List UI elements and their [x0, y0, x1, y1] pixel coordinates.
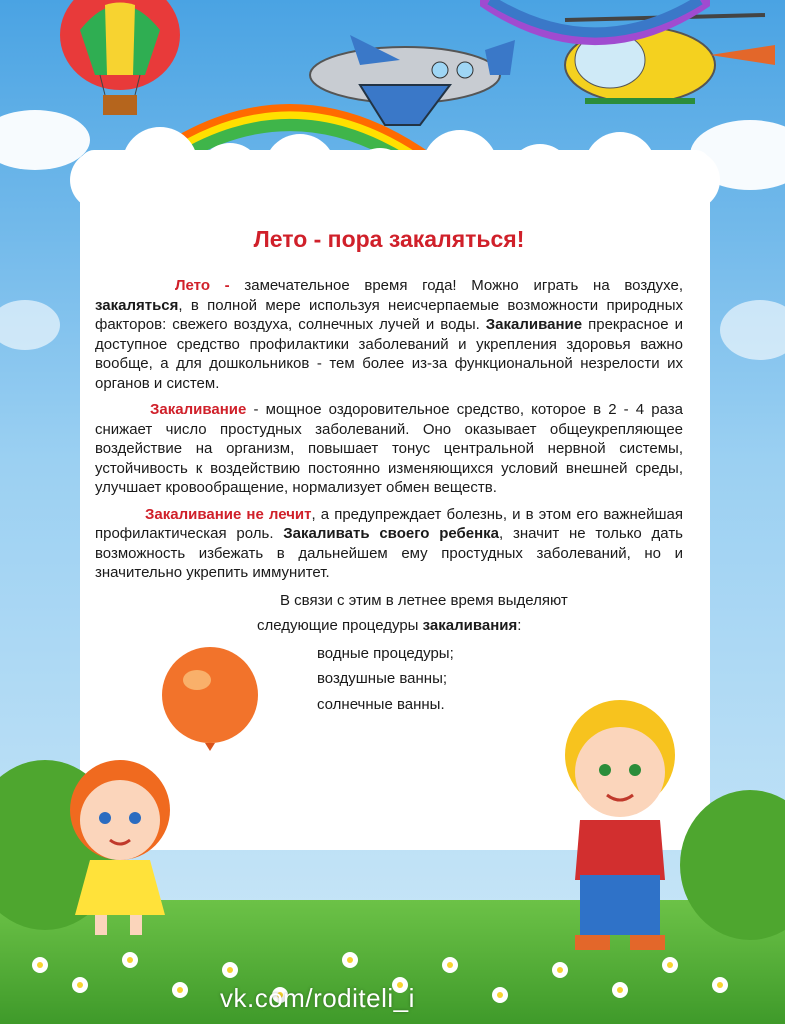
intro-line-2-bold: закаливания	[422, 617, 518, 634]
p3-text1: , а предупреждает болезнь, и в этом его важнейшая профилактическая роль.	[95, 505, 683, 542]
watermark-text: vk.com/roditeli_i	[220, 983, 415, 1013]
p2-lead: Закаливание	[150, 401, 247, 418]
p1-bold2: Закаливание	[485, 316, 583, 333]
p3-text2: , значит не только дать возможность избежать в дальнейшем ему простудных заболеваний, но и значительно укрепить иммунитет.	[95, 525, 683, 581]
page-title: Лето - пора закаляться!	[253, 226, 525, 252]
paragraph-1	[95, 276, 683, 393]
procedure-item: воздушные ванны;	[317, 670, 448, 687]
procedure-item: солнечные ванны.	[317, 695, 445, 713]
p3-lead: Закаливание не лечит	[145, 505, 312, 523]
p1-lead: Лето -	[175, 277, 230, 294]
article	[95, 200, 683, 720]
p1-text1: замечательное время года! Можно играть на воздухе,	[229, 277, 683, 294]
p2-text1: - мощное оздоровительное средство, которое в 2 - 4 раза снижает число простудных заболеваний. Оно оказывает общеукрепляющее воздействие на организм, повышает тонус центральной нервной системы, устойчивость к воздействию постоянно изменяющихся условий внешней среды, улучшает кровообращение, нормализует обмен веществ.	[95, 401, 683, 496]
intro-line-2	[257, 616, 683, 636]
p1-text3: прекрасное и доступное средство профилактики заболеваний и укрепления здоровья важно вообще, а для дошкольников - тем более из-за функциональной незрелости их органов и систем.	[95, 316, 683, 392]
intro-line-2-text: следующие процедуры	[257, 617, 423, 634]
procedure-item: водные процедуры;	[317, 644, 454, 662]
p1-text2: , в полной мере используя неисчерпаемые возможности природных факторов: свежего воздуха, солнечных лучей и воды.	[95, 296, 683, 333]
rainbow-top-right	[480, 0, 710, 50]
paragraph-2	[95, 400, 683, 498]
boy-illustration	[505, 680, 755, 960]
intro-line-2-end: :	[517, 617, 522, 634]
intro-line-1: В связи с этим в летнее время выделяют	[280, 591, 568, 609]
p1-bold1: закаляться	[95, 296, 179, 314]
girl-illustration	[25, 740, 225, 940]
sheet-cloud-edge	[60, 120, 730, 210]
p3-bold1: Закаливать своего ребенка	[283, 525, 500, 542]
paragraph-3	[95, 505, 683, 583]
